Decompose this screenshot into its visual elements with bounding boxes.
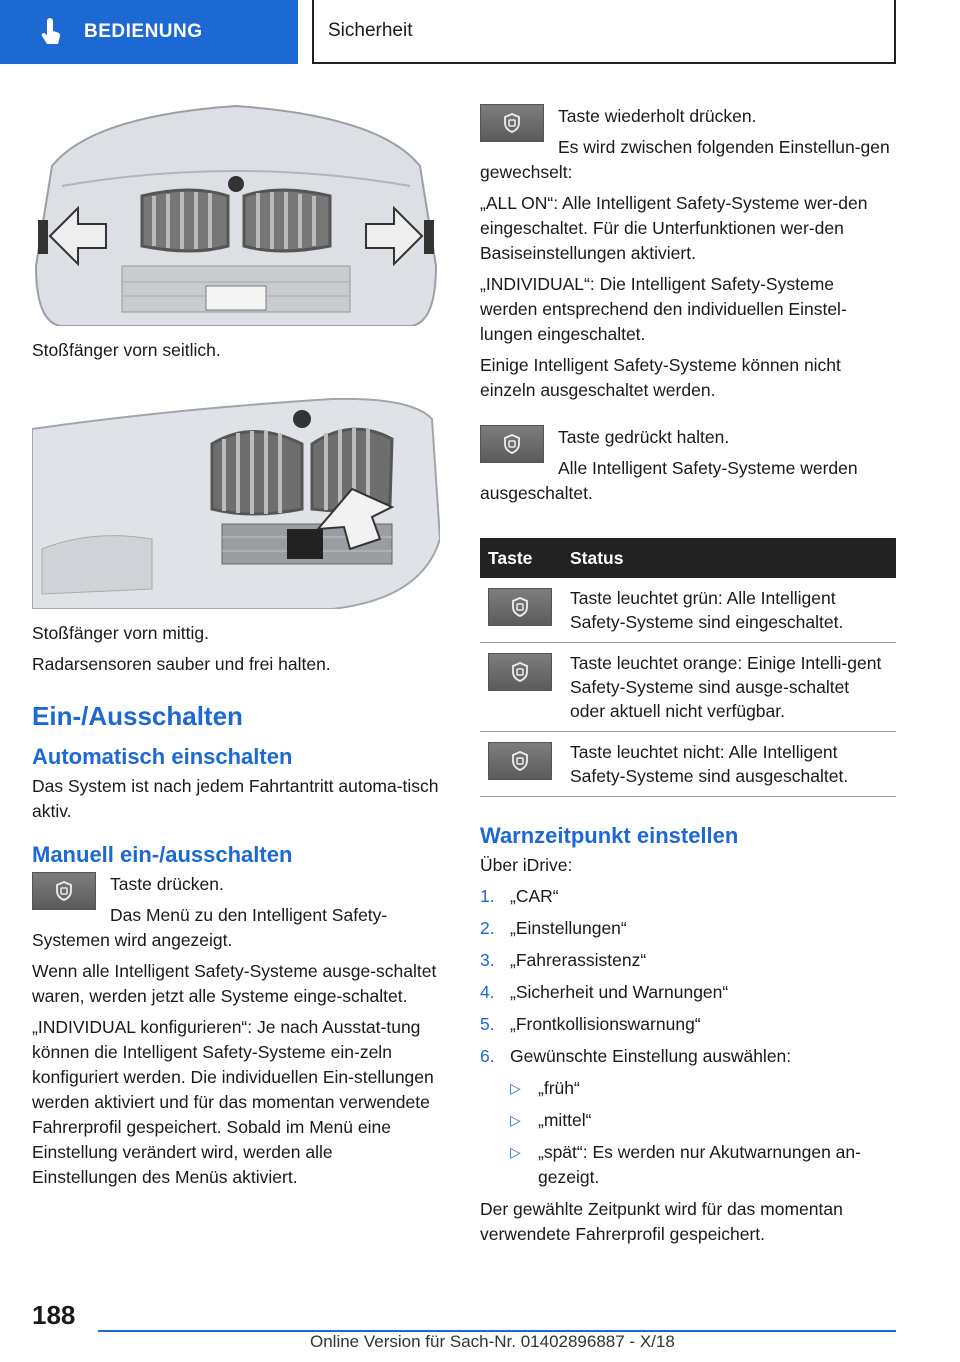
- table-header-status: Status: [562, 538, 896, 578]
- paragraph-some-not-off: Einige Intelligent Safety-Systeme können nicht einzeln ausgeschaltet werden.: [480, 355, 841, 400]
- table-row: [480, 732, 896, 797]
- safety-button-green-image: [488, 588, 552, 626]
- triangle-bullet-icon: ▷: [510, 1080, 521, 1096]
- heading-manuell: Manuell ein-/ausschalten: [32, 842, 293, 867]
- button-status-table: [480, 538, 896, 797]
- heading-ein-ausschalten: Ein-/Ausschalten: [32, 701, 243, 731]
- section-tab[interactable]: [0, 0, 298, 64]
- paragraph-individual-mode: „INDIVIDUAL“: Die Intelligent Safety-Systeme werden entsprechend den individuellen Einstel-lungen eingeschaltet.: [480, 274, 847, 344]
- chapter-title: Sicherheit: [312, 0, 896, 64]
- safety-button-orange-image: [488, 653, 552, 691]
- list-item: 4. „Sicherheit und Warnungen“: [480, 982, 729, 1002]
- paragraph-idrive: Über iDrive:: [480, 855, 573, 875]
- heading-warnzeitpunkt: Warnzeitpunkt einstellen: [480, 823, 739, 848]
- left-column: [32, 96, 440, 1196]
- heading-automatisch: Automatisch einschalten: [32, 744, 293, 769]
- radar-cleaning-note: Radarsensoren sauber und frei halten.: [32, 654, 331, 674]
- list-item: 2. „Einstellungen“: [480, 918, 627, 938]
- button-instruction-repeat: [480, 104, 896, 191]
- paragraph-all-on-mode: „ALL ON“: Alle Intelligent Safety-Systeme wer-den eingeschaltet. Für die Unterfunktionen wer-den Basiseinstellungen aktiviert.: [480, 193, 868, 263]
- triangle-bullet-icon: ▷: [510, 1112, 521, 1128]
- list-item: 1. „CAR“: [480, 886, 559, 906]
- triangle-bullet-icon: ▷: [510, 1144, 521, 1160]
- list-item: 5. „Frontkollisionswarnung“: [480, 1014, 701, 1034]
- caption-bumper-side: Stoßfänger vorn seitlich.: [32, 340, 221, 360]
- button-instruction-hold: [480, 425, 896, 512]
- list-item: ▷ „spät“: Es werden nur Akutwarnungen an-gezeigt.: [510, 1142, 861, 1187]
- paragraph-all-on: Wenn alle Intelligent Safety-Systeme ausge-schaltet waren, werden jetzt alle Systeme einge-schaltet.: [32, 961, 437, 1006]
- instruction-repeat-press: Taste wiederholt drücken.: [558, 106, 757, 126]
- safety-button-image: [480, 425, 544, 463]
- caption-bumper-center: Stoßfänger vorn mittig.: [32, 623, 210, 643]
- section-label: BEDIENUNG: [84, 21, 203, 42]
- safety-button-image: [32, 872, 96, 910]
- table-row: [480, 578, 896, 643]
- status-green: Taste leuchtet grün: Alle Intelligent Safety-Systeme sind eingeschaltet.: [562, 578, 896, 643]
- photo-bumper-side: [32, 96, 440, 326]
- hand-tap-icon: [36, 17, 66, 47]
- list-item: ▷ „früh“: [480, 1076, 896, 1101]
- right-column: [480, 104, 896, 1253]
- paragraph-individual-config: „INDIVIDUAL konfigurieren“: Je nach Ausstat-tung können die Intelligent Safety-Systeme ein-zeln konfiguriert werden. Die individuellen Ein-stellungen werden aktiviert und für das momentan verwendete Fahrerprofil gespeichert. Sobald im Menü eine Einstellung verändert wird, werden alle Einstellungen des Menüs aktiviert.: [32, 1017, 434, 1187]
- instruction-press: Taste drücken.: [110, 874, 224, 894]
- safety-button-image: [480, 104, 544, 142]
- idrive-steps: [480, 884, 896, 1069]
- safety-systems-icon: [501, 112, 523, 134]
- table-header-row: [480, 538, 896, 578]
- safety-systems-icon: [53, 880, 75, 902]
- page-number: 188: [32, 1300, 76, 1330]
- safety-systems-icon: [509, 750, 531, 772]
- status-off: Taste leuchtet nicht: Alle Intelligent Safety-Systeme sind ausgeschaltet.: [562, 732, 896, 797]
- instruction-menu-shown: Das Menü zu den Intelligent Safety-Systemen wird angezeigt.: [32, 905, 388, 950]
- safety-systems-icon: [501, 433, 523, 455]
- photo-bumper-center: [32, 389, 440, 609]
- instruction-hold: Taste gedrückt halten.: [558, 427, 730, 447]
- instruction-all-off: Alle Intelligent Safety-Systeme werden ausgeschaltet.: [480, 458, 858, 503]
- button-instruction-press: [32, 872, 440, 959]
- safety-systems-icon: [509, 661, 531, 683]
- list-item: ▷ „mittel“: [480, 1108, 896, 1133]
- table-row: [480, 643, 896, 732]
- paragraph-auto-aktiv: Das System ist nach jedem Fahrtantritt automa-tisch aktiv.: [32, 776, 439, 821]
- status-orange: Taste leuchtet orange: Einige Intelli-gent Safety-Systeme sind ausge-schaltet oder aktuell nicht verfügbar.: [562, 643, 896, 732]
- warning-time-options: [480, 1076, 896, 1190]
- online-version-note: Online Version für Sach-Nr. 01402896887 - X/18: [310, 1332, 675, 1351]
- list-item: 6. Gewünschte Einstellung auswählen:: [480, 1046, 792, 1066]
- safety-systems-icon: [509, 596, 531, 618]
- safety-button-off-image: [488, 742, 552, 780]
- list-item: 3. „Fahrerassistenz“: [480, 950, 647, 970]
- paragraph-saved-profile: Der gewählte Zeitpunkt wird für das momentan verwendete Fahrerprofil gespeichert.: [480, 1199, 843, 1244]
- table-header-taste: Taste: [480, 538, 562, 578]
- instruction-toggle-settings: Es wird zwischen folgenden Einstellun-gen gewechselt:: [480, 137, 890, 182]
- page-header: [0, 0, 960, 66]
